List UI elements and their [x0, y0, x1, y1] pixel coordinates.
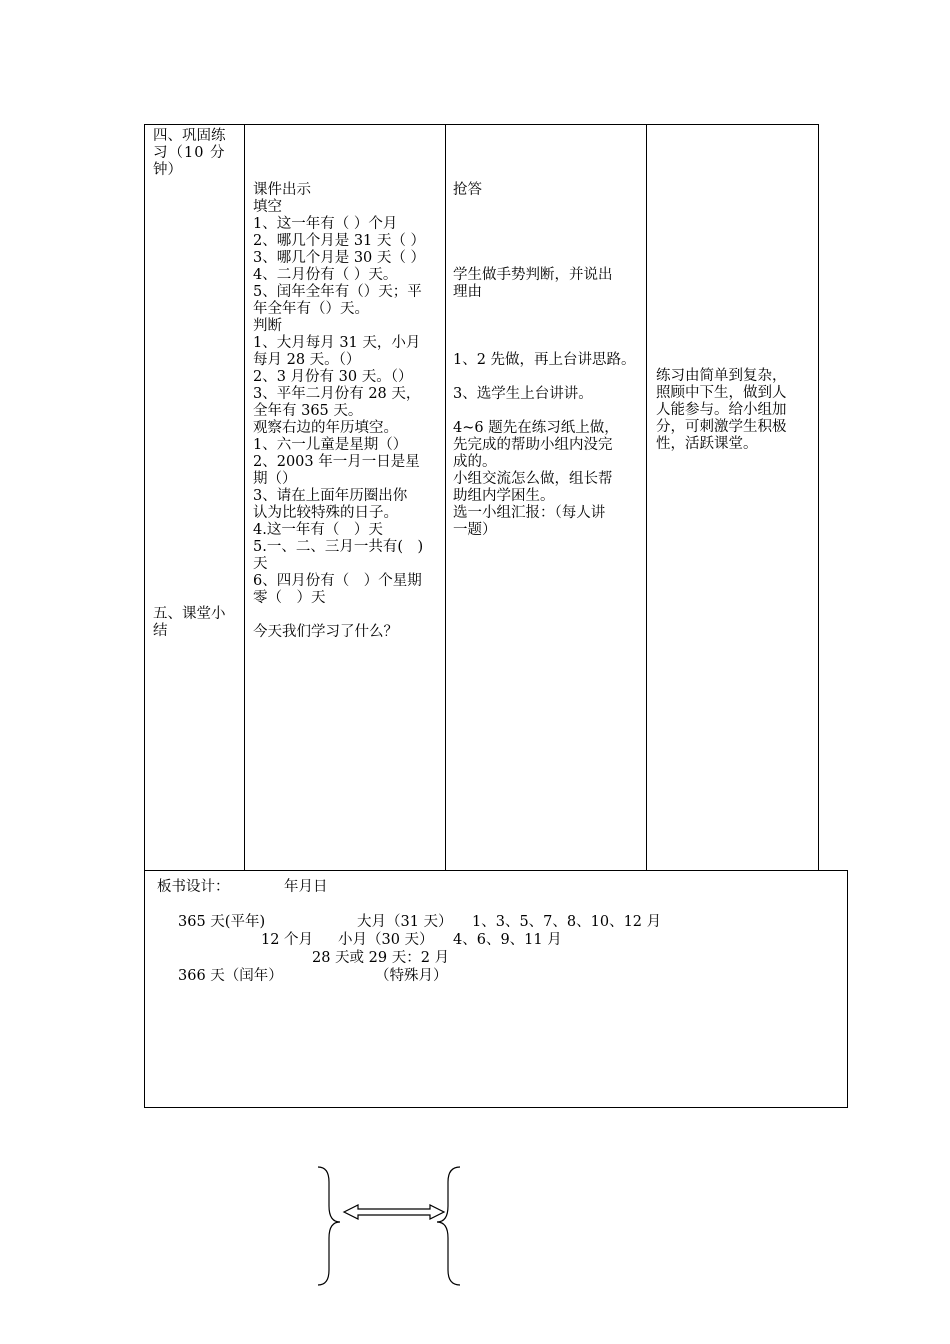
intent-line: 练习由简单到复杂， — [656, 368, 787, 384]
board-special-month: （特殊月） — [375, 968, 448, 984]
teacher-line: 课件出示 — [253, 182, 311, 198]
student-answer: 抢答 — [453, 182, 482, 198]
left-brace-icon — [437, 1167, 460, 1285]
teacher-line: 3、请在上面年历圈出你 — [253, 488, 408, 504]
board-big-month-list: 1、3、5、7、8、10、12 月 — [472, 914, 662, 930]
stage-summary-line: 结 — [153, 623, 168, 639]
design-intent-column — [656, 368, 816, 453]
stage-practice-line: 钟） — [153, 162, 182, 178]
teacher-line: 1、这一年有（ ）个月 — [253, 216, 398, 232]
teacher-line: 期（） — [253, 471, 297, 487]
teacher-line: 6、四月份有（ ）个星期 — [253, 573, 422, 589]
teacher-line: 2、2003 年一月一日是星 — [253, 454, 420, 470]
board-common-year: 365 天(平年) — [178, 914, 266, 930]
teacher-line: 5.一、二、三月一共有( ) — [253, 539, 424, 555]
student-step4-line: 成的。 — [453, 454, 497, 470]
teacher-line: 观察右边的年历填空。 — [253, 420, 398, 436]
student-step1: 1、2 先做，再上台讲思路。 — [453, 352, 636, 368]
student-group-line: 小组交流怎么做，组长帮 — [453, 471, 613, 487]
teacher-line: 2、3 月份有 30 天。（） — [253, 369, 413, 385]
teacher-line: 4、二月份有（ ）天。 — [253, 267, 398, 283]
board-twelve-months: 12 个月 — [261, 932, 314, 948]
board-small-month: 小月（30 天） — [338, 932, 434, 948]
board-design-box — [144, 870, 848, 1108]
teacher-line: 天 — [253, 556, 268, 572]
teacher-line: 全年有 365 天。 — [253, 403, 363, 419]
student-step4-line: 4~6 题先在练习纸上做， — [453, 420, 619, 436]
board-small-month-list: 4、6、9、11 月 — [453, 932, 562, 948]
board-leap-year: 366 天（闰年） — [178, 968, 283, 984]
intent-line: 分，可刺激学生积极 — [656, 419, 787, 435]
stage-practice-line: 习（10 分 — [153, 145, 226, 161]
teacher-line: 判断 — [253, 318, 282, 334]
board-title: 年月日 — [284, 879, 328, 895]
student-step4-line: 先完成的帮助小组内没完 — [453, 437, 613, 453]
teacher-line: 5、闰年全年有（）天；平 — [253, 284, 422, 300]
teacher-line: 认为比较特殊的日子。 — [253, 505, 398, 521]
student-gesture-line: 理由 — [453, 284, 482, 300]
teacher-line: 零（ ）天 — [253, 590, 326, 606]
right-brace-icon — [318, 1167, 340, 1285]
stage-practice-line: 四、巩固练 — [153, 128, 226, 144]
stage-column — [153, 128, 241, 640]
stage-summary-line: 五、课堂小 — [153, 606, 226, 622]
student-report-line: 选一小组汇报：（每人讲 — [453, 505, 606, 521]
student-activity-column — [453, 182, 643, 539]
lesson-table — [144, 124, 819, 871]
teacher-line: 4.这一年有（ ）天 — [253, 522, 383, 538]
student-step3: 3、选学生上台讲讲。 — [453, 386, 593, 402]
teacher-line: 3、平年二月份有 28 天， — [253, 386, 421, 402]
double-arrow-icon — [344, 1205, 444, 1219]
board-big-month: 大月（31 天） — [357, 914, 453, 930]
teacher-line: 2、哪几个月是 31 天（ ） — [253, 233, 426, 249]
teacher-line: 1、大月每月 31 天，小月 — [253, 335, 421, 351]
intent-line: 人能参与。给小组加 — [656, 402, 787, 418]
teacher-line: 每月 28 天。（） — [253, 352, 361, 368]
board-february: 28 天或 29 天：2 月 — [312, 950, 450, 966]
teacher-activity-column — [253, 182, 443, 641]
teacher-summary-question: 今天我们学习了什么？ — [253, 624, 398, 640]
intent-line: 照顾中下生，做到人 — [656, 385, 787, 401]
board-label: 板书设计： — [157, 879, 230, 895]
teacher-line: 3、哪几个月是 30 天（ ） — [253, 250, 426, 266]
student-group-line: 助组内学困生。 — [453, 488, 555, 504]
column-divider — [244, 125, 245, 870]
teacher-line: 填空 — [253, 199, 282, 215]
column-divider — [646, 125, 647, 870]
student-report-line: 一题） — [453, 522, 497, 538]
teacher-line: 年全年有（）天。 — [253, 301, 369, 317]
student-gesture-line: 学生做手势判断，并说出 — [453, 267, 613, 283]
column-divider — [445, 125, 446, 870]
teacher-line: 1、六一儿童是星期（） — [253, 437, 408, 453]
brace-arrow-diagram — [312, 1164, 472, 1289]
intent-line: 性，活跃课堂。 — [656, 436, 758, 452]
